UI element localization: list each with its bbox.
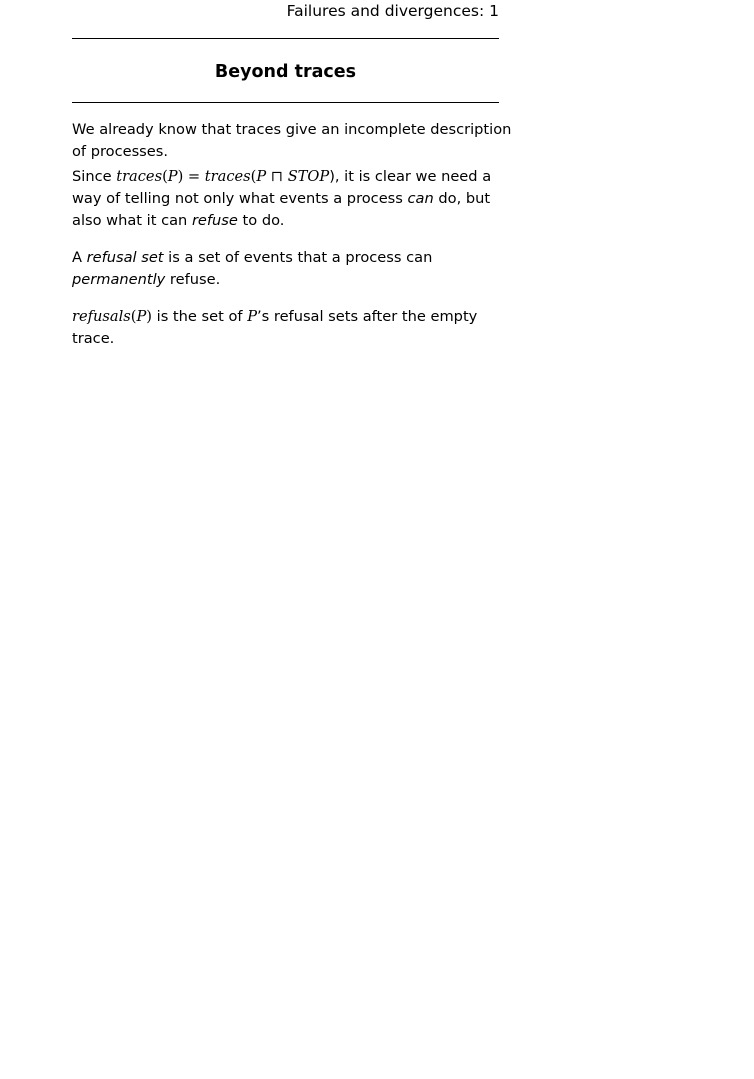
traces-function-2: traces — [204, 168, 251, 185]
refuse-emphasis: refuse — [191, 212, 238, 229]
paragraph-4-line-1 — [72, 306, 499, 328]
close-paren-3: ) — [146, 308, 152, 325]
paragraph-2-line-2 — [72, 188, 499, 210]
traces-function: traces — [116, 168, 163, 185]
paragraph-4-mid: is the set of — [152, 308, 248, 325]
refusal-set-emphasis: refusal set — [86, 249, 164, 266]
since-text: Since — [72, 168, 117, 185]
process-p: P — [167, 168, 178, 185]
paragraph-3-line-1-post: is a set of events that a process can — [163, 249, 433, 266]
article-a: A — [72, 249, 87, 266]
paragraph-3-line-2 — [72, 269, 499, 291]
can-emphasis: can — [407, 190, 434, 207]
open-paren-3: ( — [130, 308, 137, 325]
paragraph-2-line-3-text: also what it can — [72, 212, 192, 229]
paragraph-2-line-1 — [72, 166, 499, 188]
process-p-3: P — [136, 308, 147, 325]
process-p-4: P — [247, 308, 258, 325]
close-paren-equals: ) = — [177, 168, 205, 185]
paragraph-1-line-1: We already know that traces give an incomplete description — [72, 121, 512, 138]
paragraph-4-line-2: trace. — [72, 330, 115, 347]
paragraph-2-line-2-post: do, but — [433, 190, 491, 207]
body-text — [72, 119, 512, 350]
paragraph-2-line-3 — [72, 210, 499, 232]
bottom-rule — [72, 102, 499, 103]
paragraph-2-line-2-text: way of telling not only what events a process — [72, 190, 408, 207]
stop-process: STOP — [287, 168, 330, 185]
paragraph-2-tail: ), it is clear we need a — [329, 168, 492, 185]
paragraph-4-line-1-post: ’s refusal sets after the empty — [257, 308, 478, 325]
paragraph-3-line-1 — [72, 247, 499, 269]
running-title: Failures and divergences: 1 — [286, 2, 499, 20]
permanently-emphasis: permanently — [72, 271, 166, 288]
open-paren-2: ( — [250, 168, 257, 185]
process-p-2: P — [256, 168, 267, 185]
paragraph-1-line-2: of processes. — [72, 143, 169, 160]
refusals-function: refusals — [72, 308, 131, 325]
top-rule — [72, 38, 499, 39]
section-title: Beyond traces — [214, 62, 357, 82]
paragraph-2-line-3-post: to do. — [237, 212, 285, 229]
internal-choice-operator: ⊓ — [266, 168, 288, 185]
paragraph-3-line-2-post: refuse. — [165, 271, 221, 288]
open-paren: ( — [162, 168, 168, 185]
